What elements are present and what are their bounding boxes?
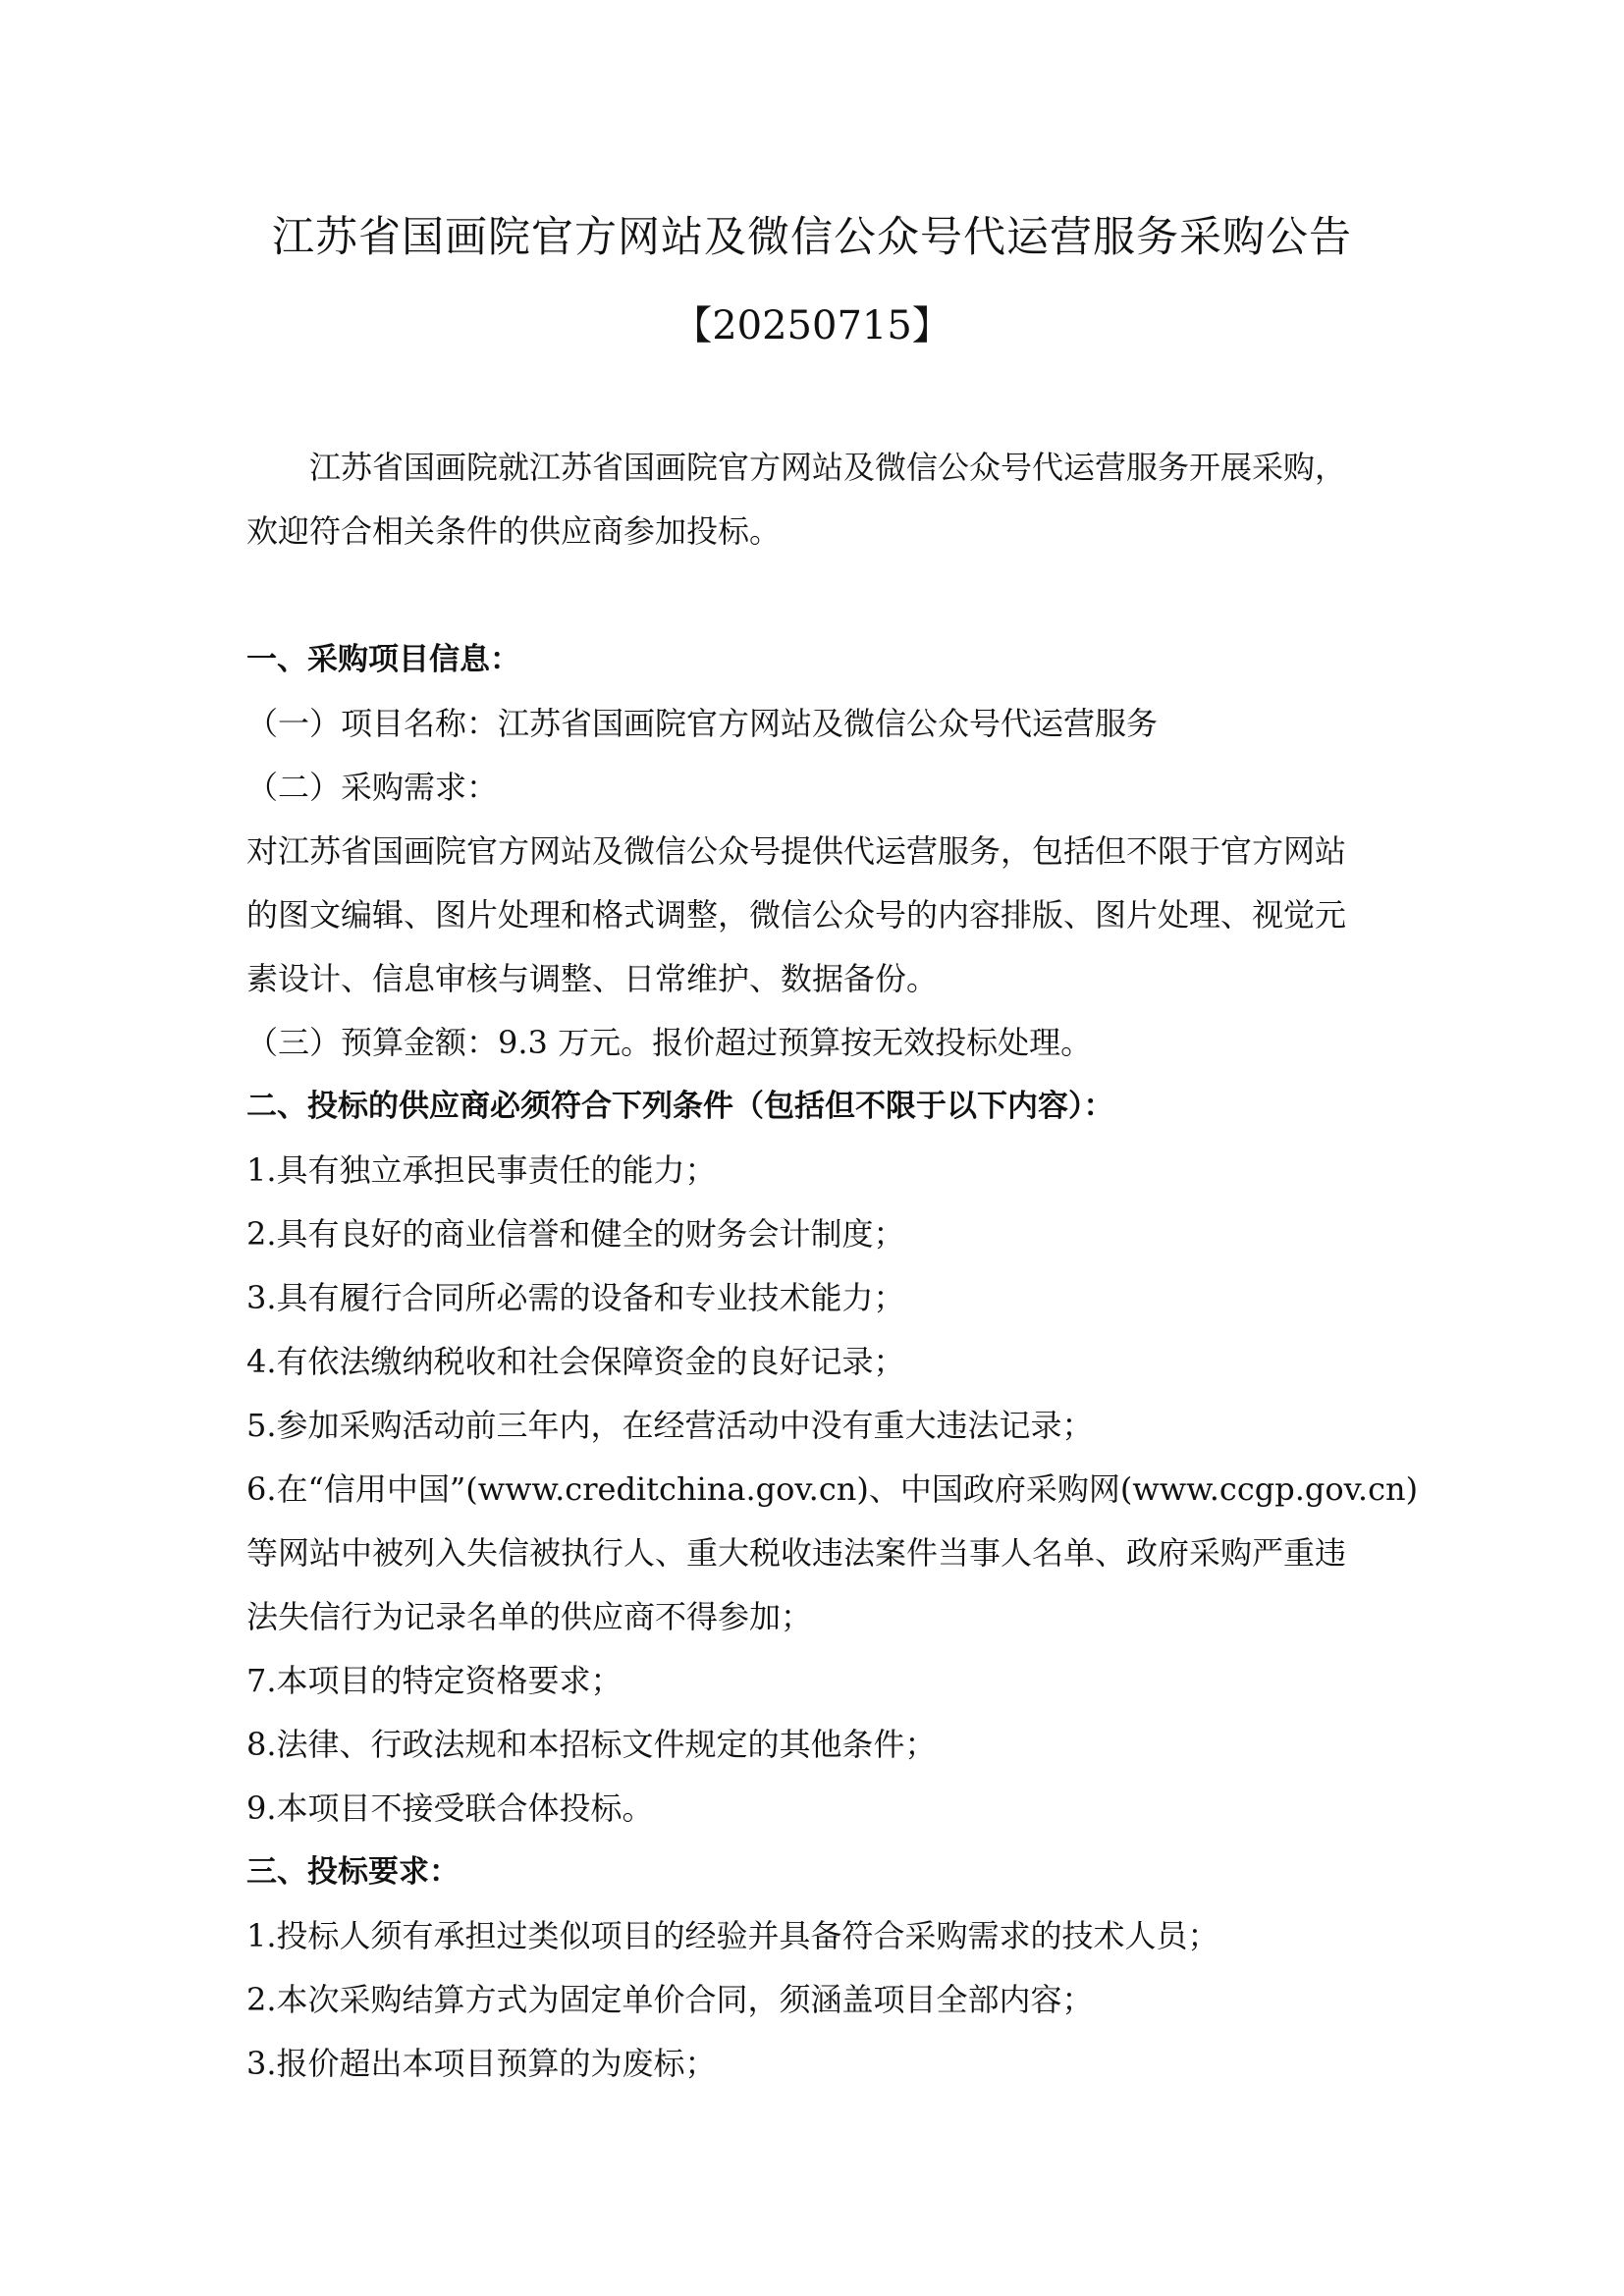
condition-4: 4.有依法缴纳税收和社会保障资金的良好记录； [246,1343,905,1380]
requirement-line-3: 素设计、信息审核与调整、日常维护、数据备份。 [246,960,939,997]
bid-requirement-1: 1.投标人须有承担过类似项目的经验并具备符合采购需求的技术人员； [246,1917,1219,1954]
document-code: 【20250715】 [673,303,951,348]
section-1-heading: 一、采购项目信息： [246,642,520,677]
condition-2: 2.具有良好的商业信誉和健全的财务会计制度； [246,1215,905,1253]
bid-requirement-2: 2.本次采购结算方式为固定单价合同，须涵盖项目全部内容； [246,1981,1094,2018]
requirement-line-1: 对江苏省国画院官方网站及微信公众号提供代运营服务，包括但不限于官方网站 [246,832,1347,870]
budget-amount: （三）预算金额：9.3 万元。报价超过预算按无效投标处理。 [246,1024,1093,1061]
condition-3: 3.具有履行合同所必需的设备和专业技术能力； [246,1279,905,1316]
document-title: 江苏省国画院官方网站及微信公众号代运营服务采购公告 [272,213,1352,262]
requirement-label: （二）采购需求： [246,769,499,806]
condition-6-line-2: 等网站中被列入失信被执行人、重大税收违法案件当事人名单、政府采购严重违 [246,1534,1347,1572]
condition-6-line-1: 6.在“信用中国”(www.creditchina.gov.cn)、中国政府采购网(www.ccgp.gov.cn) [246,1470,1419,1508]
requirement-line-2: 的图文编辑、图片处理和格式调整，微信公众号的内容排版、图片处理、视觉元 [246,896,1347,934]
section-3-heading: 三、投标要求： [246,1854,460,1890]
project-name: （一）项目名称：江苏省国画院官方网站及微信公众号代运营服务 [246,705,1159,742]
section-2-heading: 二、投标的供应商必须符合下列条件（包括但不限于以下内容）： [246,1089,1114,1124]
bid-requirement-3: 3.报价超出本项目预算的为废标； [246,2045,717,2082]
intro-line-1: 江苏省国画院就江苏省国画院官方网站及微信公众号代运营服务开展采购， [309,449,1347,486]
condition-5: 5.参加采购活动前三年内，在经营活动中没有重大违法记录； [246,1407,1094,1444]
condition-1: 1.具有独立承担民事责任的能力； [246,1151,717,1189]
condition-6-line-3: 法失信行为记录名单的供应商不得参加； [246,1598,813,1635]
condition-8: 8.法律、行政法规和本招标文件规定的其他条件； [246,1726,937,1763]
condition-7: 7.本项目的特定资格要求； [246,1662,623,1699]
condition-9: 9.本项目不接受联合体投标。 [246,1789,654,1827]
intro-line-2: 欢迎符合相关条件的供应商参加投标。 [246,512,782,550]
